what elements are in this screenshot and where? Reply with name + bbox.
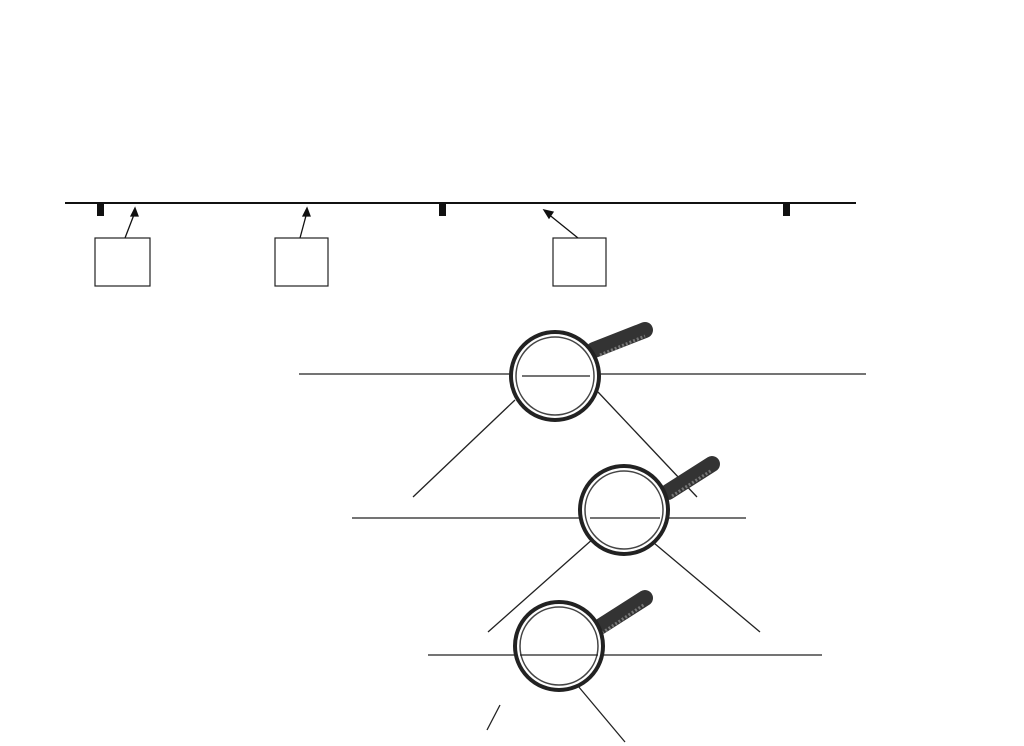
magnifying-glass-icon — [511, 330, 645, 420]
answer-box — [95, 238, 150, 286]
magnifying-glass-icon — [580, 464, 712, 554]
magnifying-glass-icon — [487, 598, 645, 742]
top-number-line — [65, 203, 856, 216]
answer-box — [553, 238, 606, 286]
top-line-arrows — [125, 208, 578, 238]
answer-box — [275, 238, 328, 286]
